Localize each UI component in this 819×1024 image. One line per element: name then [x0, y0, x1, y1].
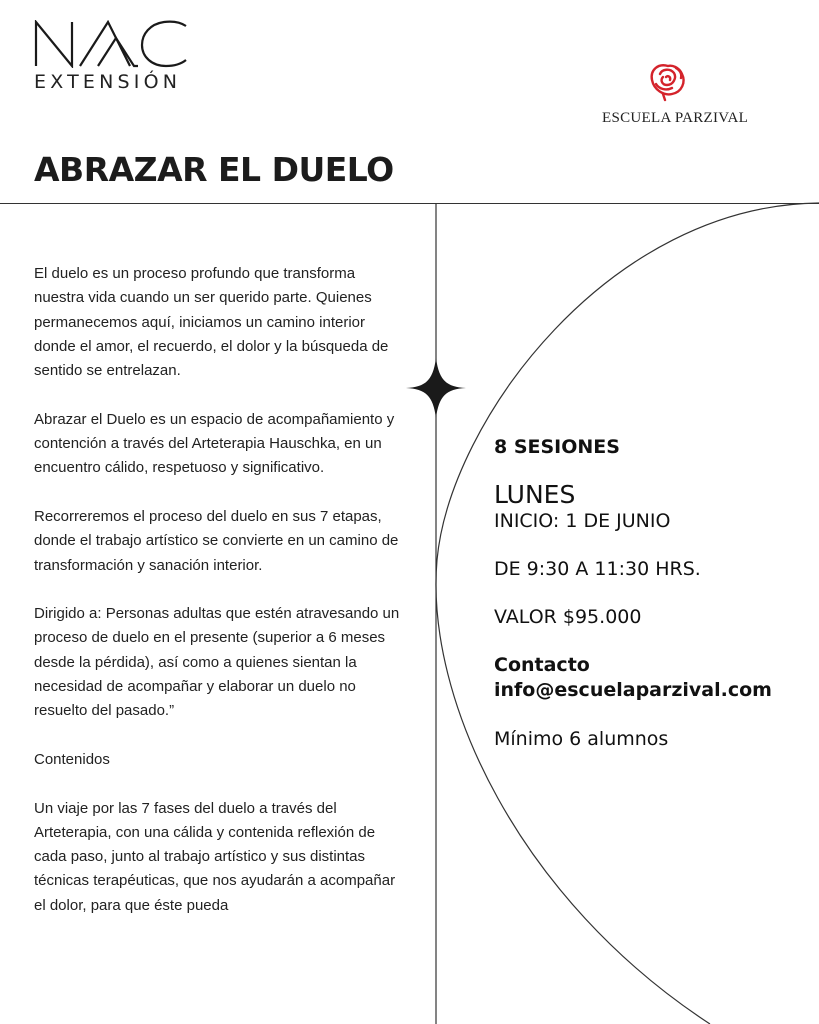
paragraph: Dirigido a: Personas adultas que estén atravesando un proceso de duelo en el presente (superior a 6 meses desde la pérdida), así como a quienes sientan la necesidad de acompañar y elaborar un duelo no resuelto del pasado.”	[34, 605, 400, 720]
contact-email[interactable]: info@escuelaparzival.com	[494, 679, 772, 701]
sessions-count: 8 SESIONES	[494, 436, 620, 458]
minimum-students: Mínimo 6 alumnos	[494, 728, 669, 750]
contents-heading: Contenidos	[34, 750, 110, 768]
paragraph: El duelo es un proceso profundo que transforma nuestra vida cuando un ser querido parte. Quienes permanecemos aquí, iniciamos un camino interior donde el amor, el recuerdo, el dolor y la búsqueda de sentido se entrelazan.	[34, 265, 389, 380]
logo-subtitle: EXTENSIÓN	[34, 71, 182, 93]
schedule-time: DE 9:30 A 11:30 HRS.	[494, 558, 701, 580]
paragraph: Recorreremos el proceso del duelo en sus 7 etapas, donde el trabajo artístico se convierte en un camino de transformación y sanación interior.	[34, 507, 399, 574]
course-day: LUNES	[494, 480, 576, 509]
description	[34, 262, 404, 942]
start-date: INICIO: 1 DE JUNIO	[494, 510, 671, 532]
partner-name: ESCUELA PARZIVAL	[602, 110, 749, 126]
contact-label: Contacto	[494, 654, 590, 676]
page-title: ABRAZAR EL DUELO	[34, 150, 394, 189]
paragraph: Un viaje por las 7 fases del duelo a través del Arteterapia, con una cálida y contenida reflexión de cada paso, junto al trabajo artístico y sus distintas técnicas terapéuticas, que nos ayudarán a acompañar el dolor, para que éste pueda	[34, 799, 396, 914]
price: VALOR $95.000	[494, 606, 642, 628]
paragraph: Abrazar el Duelo es un espacio de acompañamiento y contención a través del Arteterapia Hauschka, en un encuentro cálido, respetuoso y significativo.	[34, 410, 395, 477]
four-point-star-icon	[406, 358, 466, 418]
